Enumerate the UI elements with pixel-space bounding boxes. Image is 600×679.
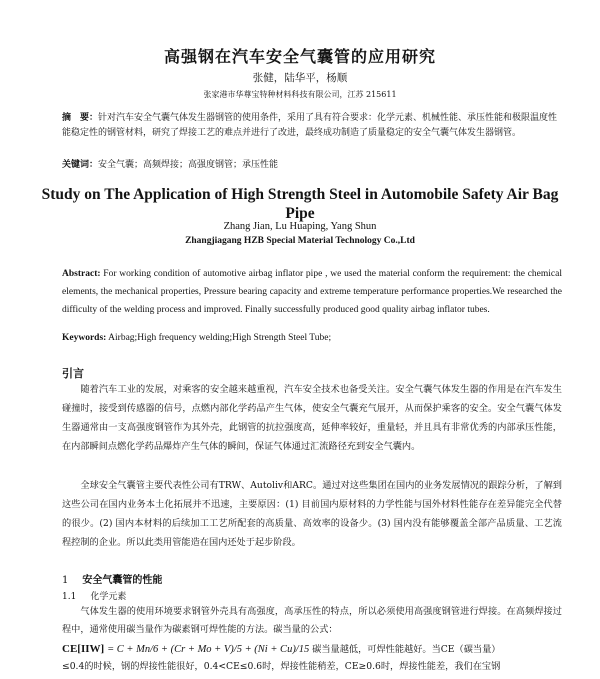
english-title: Study on The Application of High Strength Steel in Automobile Safety Air Bag Pipe xyxy=(41,186,559,222)
formula-tail-text: 碳当量越低，可焊性能越好。当CE（碳当量） xyxy=(312,644,501,655)
section-1-title: 安全气囊管的性能 xyxy=(82,575,163,586)
chinese-abstract-label: 摘 要： xyxy=(62,113,99,123)
section-1-1-number: 1.1 xyxy=(62,592,77,602)
english-authors: Zhang Jian, Lu Huaping, Yang Shun xyxy=(223,221,377,232)
english-keywords-text: Airbag;High frequency welding;High Strength Steel Tube; xyxy=(106,333,332,343)
section-1-1-paragraph: 气体发生器的使用环境要求钢管外壳具有高强度，高承压性的特点，所以必须使用高强度钢管进行焊接。在高频焊接过程中，通常使用碳当量作为碳素钢可焊性能的方法。碳当量的公式： xyxy=(62,606,562,635)
intro-heading: 引言 xyxy=(62,367,84,380)
intro-paragraph-2: 全球安全气囊管主要代表性公司有TRW、Autoliv和ARC。通过对这些集团在国内的业务发展情况的跟踪分析，了解到这些公司在国内业务本土化拓展并不迅速，主要原因：(1) 目前国内原材料的力学性能与国外材料性能存在差异能完全代替的很少。(2) 国内本材料的后续加工工艺所配套的高质量、高效率的设备少。(3) 国内没有能够覆盖全部产品质量、工艺流程控制的企业。所以此类用管能造在国内还处于起步阶段。 xyxy=(62,480,562,548)
chinese-title: 高强钢在汽车安全气囊管的应用研究 xyxy=(163,47,436,66)
chinese-authors: 张健，陆华平，杨顺 xyxy=(252,72,348,84)
section-1-1-last-line: ≤0.4的时候，钢的焊接性能很好，0.4<CE≤0.6时，焊接性能稍差，CE≥0.6时，焊接性能差，我们在宝钢 xyxy=(62,661,501,672)
english-affiliation: Zhangjiagang HZB Special Material Technology Co.,Ltd xyxy=(185,236,415,246)
english-keywords xyxy=(62,333,562,343)
intro-paragraph-1: 随着汽车工业的发展，对乘客的安全越来越重视，汽车安全技术也备受关注。安全气囊气体发生器的作用是在汽车发生碰撞时，接受到传感器的信号，点燃内部化学药品产生气体，使安全气囊充气展开，从而保护乘客的安全。安全气囊气体发生器通常由一支高强度钢管作为其外壳，此钢管的抗拉强度高，延伸率较好，重量轻，并且具有非常优秀的内部承压性能，在内部瞬间点燃化学药品爆炸产生气体的瞬间，保证气体通过汇流路径充到安全气囊内。 xyxy=(62,384,562,452)
chinese-abstract-text: 针对汽车安全气囊气体发生器钢管的使用条件，采用了具有符合要求：化学元素、机械性能、承压性能和极限温度性能稳定性的钢管材料，研究了焊接工艺的难点并进行了改进，最终成功制造了质量稳定的安全气囊气体发生器钢管。 xyxy=(62,113,558,138)
formula-line xyxy=(62,640,562,659)
chinese-keywords xyxy=(62,157,562,170)
english-abstract-label: Abstract: xyxy=(62,269,101,279)
section-1-1-title: 化学元素 xyxy=(90,592,127,602)
chinese-keywords-label: 关键词： xyxy=(62,160,99,170)
formula-label: CE[IIW] xyxy=(62,643,105,655)
section-1-1-heading xyxy=(62,589,126,602)
english-keywords-label: Keywords: xyxy=(62,333,107,343)
chinese-keywords-text: 安全气囊；高频焊接；高强度钢管；承压性能 xyxy=(98,160,279,170)
chinese-affiliation: 张家港市华尊宝特种材料科技有限公司，江苏 215611 xyxy=(203,90,397,99)
section-1-heading xyxy=(62,571,162,586)
english-abstract-text: For working condition of automotive airbag inflator pipe , we used the material conform the requirement: the chemical elements, the mechanical properties, Pressure bearing capacity and extreme temperature performance properties.We researched the difficulty of the welding process and improved. Finally successfully produced good quality airbag inflator tubes. xyxy=(62,269,562,315)
chinese-abstract xyxy=(62,111,562,141)
formula-expression: = C + Mn/6 + (Cr + Mo + V)/5 + (Ni + Cu)/15 xyxy=(107,644,310,655)
english-abstract xyxy=(62,265,562,319)
section-1-number: 1 xyxy=(62,575,69,586)
